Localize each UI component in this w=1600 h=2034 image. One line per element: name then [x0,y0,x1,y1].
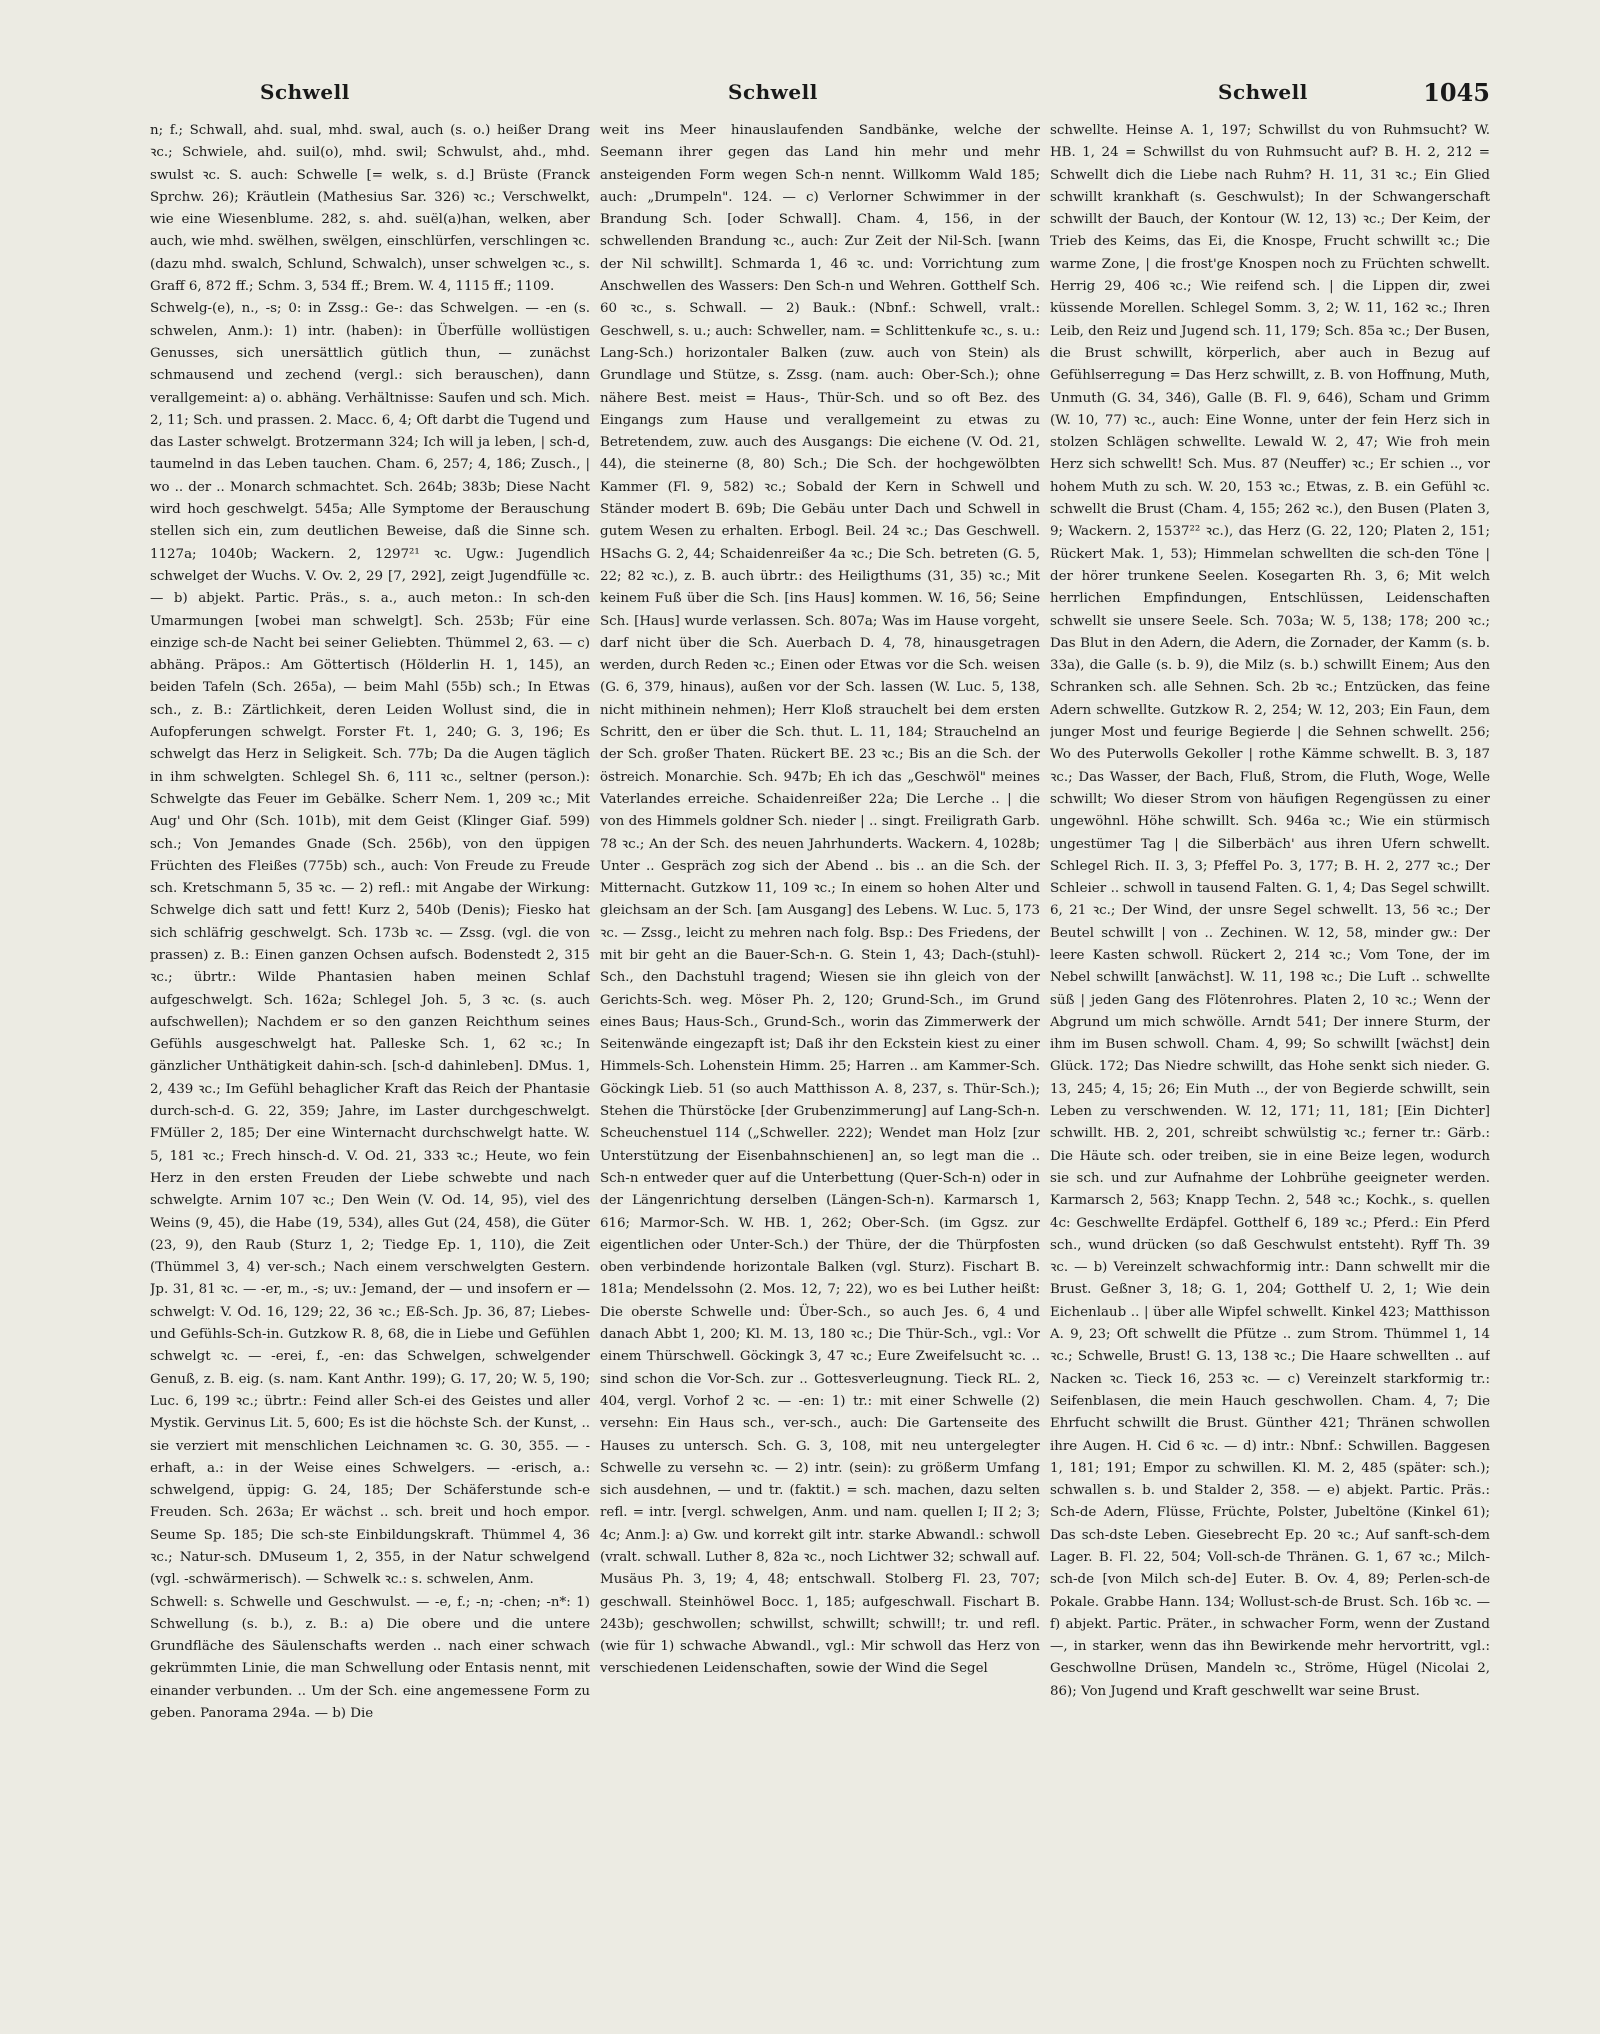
column-2 [600,120,1040,2010]
entry-schwellen-continued: schwellte. Heinse A. 1, 197; Schwillst du von Ruhmsucht? W. HB. 1, 24 = Schwillst du von Ruhmsucht auf? B. H. 2, 212 = Schwellt dich die Liebe nach Ruhm? H. 11, 31 ꝛc.; Ein Glied schwillt krankhaft (s. Geschwulst); In der Schwangerschaft schwillt der Bauch, der Kontour (W. 12, 13) ꝛc.; Der Keim, der Trieb des Keims, das Ei, die Knospe, Frucht schwillt ꝛc.; Die warme Zone, | die frost'ge Knospen noch zu Früchten schwellt. Herrig 29, 406 ꝛc.; Wie reifend sch. | die Lippen dir, zwei küssende Morellen. Schlegel Somm. 3, 2; W. 11, 162 ꝛc.; Ihren Leib, den Reiz und Jugend sch. 11, 179; Sch. 85a ꝛc.; Der Busen, die Brust schwillt, körperlich, aber auch in Bezug auf Gefühlserregung = Das Herz schwillt, z. B. von Hoffnung, Muth, Unmuth (G. 34, 346), Galle (B. Fl. 9, 646), Scham und Grimm (W. 10, 77) ꝛc., auch: Eine Wonne, unter der fein Herz sich in stolzen Schlägen schwellte. Lewald W. 2, 47; Wie froh mein Herz sich schwellt! Sch. Mus. 87 (Neuffer) ꝛc.; Er schien .., vor hohem Muth zu sch. W. 20, 153 ꝛc.; Etwas, z. B. ein Gefühl ꝛc. schwellt die Brust (Cham. 4, 155; 262 ꝛc.), den Busen (Platen 3, 9; Wackern. 2, 1537²² ꝛc.), das Herz (G. 22, 120; Platen 2, 151; Rückert Mak. 1, 53); Himmelan schwellten die sch-den Töne | der hörer trunkene Seelen. Kosegarten Rh. 3, 6; Mit welch herrlichen Empfindungen, Entschlüssen, Leidenschaften schwellt sie unsere Seele. Sch. 703a; W. 5, 138; 178; 200 ꝛc.; Das Blut in den Adern, die Adern, die Zornader, der Kamm (s. b. 33a), die Galle (s. b. 9), die Milz (s. b.) schwillt Einem; Aus den Schranken sch. alle Sehnen. Sch. 2b ꝛc.; Entzücken, das feine Adern schwellte. Gutzkow R. 2, 254; W. 12, 203; Ein Faun, dem junger Most und feurige Begierde | die Sehnen schwellt. 256; Wo des Puterwolls Gekoller | rothe Kämme schwellt. B. 3, 187 ꝛc.; Das Wasser, der Bach, Fluß, Strom, die Fluth, Woge, Welle schwillt; Wo dieser Strom von häufigen Regengüssen zu einer ungewöhnl. Höhe schwillt. Sch. 946a ꝛc.; Wie ein stürmisch ungestümer Tag | die Silberbäch' aus ihren Ufern schwellt. Schlegel Rich. II. 3, 3; Pfeffel Po. 3, 177; B. H. 2, 277 ꝛc.; Der Schleier .. schwoll in tausend Falten. G. 1, 4; Das Segel schwillt. 6, 21 ꝛc.; Der Wind, der unsre Segel schwellt. 13, 56 ꝛc.; Der Beutel schwillt | von .. Zechinen. W. 12, 58, minder gw.: Der leere Kasten schwoll. Rückert 2, 214 ꝛc.; Vom Tone, der im Nebel schwillt [anwächst]. W. 11, 198 ꝛc.; Die Luft .. schwellte süß | jeden Gang des Flötenrohres. Platen 2, 10 ꝛc.; Wenn der Abgrund um mich schwölle. Arndt 541; Der innere Sturm, der ihm im Busen schwoll. Cham. 4, 99; So schwillt [wächst] dein Glück. 172; Das Niedre schwillt, das Hohe senkt sich nieder. G. 13, 245; 4, 15; 26; Ein Muth .., der von Begierde schwillt, sein Leben zu verschwenden. W. 12, 171; 11, 181; [Ein Dichter] schwillt. HB. 2, 201, schreibt schwülstig ꝛc.; ferner tr.: Gärb.: Die Häute sch. oder treiben, sie in eine Beize legen, wodurch sie sch. und zur Aufnahme der Lohbrühe geeigneter werden. Karmarsch 2, 563; Knapp Techn. 2, 548 ꝛc.; Kochk., s. quellen 4c: Geschwellte Erdäpfel. Gotthelf 6, 189 ꝛc.; Pferd.: Ein Pferd sch., wund drücken (so daß Geschwulst entsteht). Ryff Th. 39 ꝛc. — b) Vereinzelt schwachformig intr.: Dann schwellt mir die Brust. Geßner 3, 18; G. 1, 204; Gotthelf U. 2, 1; Wie dein Eichenlaub .. | über alle Wipfel schwellt. Kinkel 423; Matthisson A. 9, 23; Oft schwellt die Pfütze .. zum Strom. Thümmel 1, 14 ꝛc.; Schwelle, Brust! G. 13, 138 ꝛc.; Die Haare schwellten .. auf Nacken ꝛc. Tieck 16, 253 ꝛc. — c) Vereinzelt starkformig tr.: Seifenblasen, die mein Hauch geschwollen. Cham. 4, 7; Die Ehrfucht schwillt die Brust. Günther 421; Thränen schwollen ihre Augen. H. Cid 6 ꝛc. — d) intr.: Nbnf.: Schwillen. Baggesen 1, 181; 191; Empor zu schwillen. Kl. M. 2, 485 (später: sch.); schwallen s. b. und Stalder 2, 358. — e) abjekt. Partic. Präs.: Sch-de Adern, Flüsse, Früchte, Polster, Jubeltöne (Kinkel 61); Das sch-dste Leben. Giesebrecht Ep. 20 ꝛc.; Auf sanft-sch-dem Lager. B. Fl. 22, 504; Voll-sch-de Thränen. G. 1, 67 ꝛc.; Milch-sch-de [von Milch sch-de] Euter. B. Ov. 4, 89; Perlen-sch-de Pokale. Grabbe Hann. 134; Wollust-sch-de Brust. Sch. 16b ꝛc. — f) abjekt. Partic. Präter., in schwacher Form, wenn der Zustand —, in starker, wenn das ihn Bewirkende mehr hervortritt, vgl.: Geschwollne Drüsen, Mandeln ꝛc., Ströme, Hügel (Nicolai 2, 86); Von Jugend und Kraft geschwellt war seine Brust. [1050,123,1490,1699]
entry-schwell: Schwell: s. Schwelle und Geschwulst. — -e, f.; -n; -chen; -n*: 1) Schwellung (s. b.), z. B.: a) Die obere und die untere Grundfläche des Säulenschafts werden .. nach einer schwach gekrümmten Linie, die man Schwellung oder Entasis nennt, mit einander verbunden. .. Um der Sch. eine angemessene Form zu geben. Panorama 294a. — b) Die [150,1594,590,1722]
column-3 [1050,120,1490,2010]
text-columns [150,120,1490,2010]
running-head-right: Schwell [1218,80,1308,104]
running-head-center: Schwell [728,80,818,104]
entry-schwall-etymology: n; f.; Schwall, ahd. sual, mhd. swal, auch (s. o.) heißer Drang ꝛc.; Schwiele, ahd. suil(o), mhd. swil; Schwulst, ahd., mhd. swulst ꝛc. S. auch: Schwelle [= welk, s. d.] Brüste (Franck Sprchw. 26); Kräutlein (Mathesius Sar. 326) ꝛc.; Verschwelkt, wie eine Wiesenblume. 282, s. ahd. suël(a)han, welken, aber auch, wie mhd. swëlhen, swëlgen, einschlürfen, verschlingen ꝛc. (dazu mhd. swalch, Schlund, Schwalch), unser schwelgen ꝛc., s. Graff 6, 872 ff.; Schm. 3, 534 ff.; Brem. W. 4, 1115 ff.; 1109. [150,123,590,295]
page-number: 1045 [1423,78,1490,107]
entry-schwelle-continued: weit ins Meer hinauslaufenden Sandbänke, welche der Seemann ihrer gegen das Land hin mehr und mehr ansteigenden Form wegen Sch-n nennt. Willkomm Wald 185; auch: „Drumpeln". 124. — c) Verlorner Schwimmer in der Brandung Sch. [oder Schwall]. Cham. 4, 156, in der schwellenden Brandung ꝛc., auch: Zur Zeit der Nil-Sch. [wann der Nil schwillt]. Schmarda 1, 46 ꝛc. und: Vorrichtung zum Anschwellen des Wassers: Den Sch-n und Wehren. Gotthelf Sch. 60 ꝛc., s. Schwall. — 2) Bauk.: (Nbnf.: Schwell, vralt.: Geschwell, s. u.; auch: Schweller, nam. = Schlittenkufe ꝛc., s. u.: Lang-Sch.) horizontaler Balken (zuw. auch von Stein) als Grundlage und Stütze, s. Zssg. (nam. auch: Ober-Sch.); ohne nähere Best. meist = Haus-, Thür-Sch. und so oft Bez. des Eingangs zum Hause und verallgemeint zu etwas zu Betretendem, zuw. auch des Ausgangs: Die eichene (V. Od. 21, 44), die steinerne (8, 80) Sch.; Die Sch. der hochgewölbten Kammer (Fl. 9, 582) ꝛc.; Sobald der Kern in Schwell und Ständer modert B. 69b; Die Gebäu unter Dach und Schwell in gutem Wesen zu erhalten. Erbogl. Beil. 24 ꝛc.; Das Geschwell. HSachs G. 2, 44; Schaidenreißer 4a ꝛc.; Die Sch. betreten (G. 5, 22; 82 ꝛc.), z. B. auch übrtr.: des Heiligthums (31, 35) ꝛc.; Mit keinem Fuß über die Sch. [ins Haus] kommen. W. 16, 56; Seine Sch. [Haus] wurde verlassen. Sch. 807a; Was im Hause vorgeht, darf nicht über die Sch. Auerbach D. 4, 78, hinausgetragen werden, durch Reden ꝛc.; Einen oder Etwas vor die Sch. weisen (G. 6, 379, hinaus), außen vor der Sch. lassen (W. Luc. 5, 138, nicht mithinein nehmen); Herr Kloß strauchelt bei dem ersten Schritt, den er über die Sch. thut. L. 11, 184; Strauchelnd an der Sch. großer Thaten. Rückert BE. 23 ꝛc.; Bis an die Sch. der östreich. Monarchie. Sch. 947b; Eh ich das „Geschwöl" meines Vaterlandes erreiche. Schaidenreißer 22a; Die Lerche .. | die von des Himmels goldner Sch. nieder | .. singt. Freiligrath Garb. 78 ꝛc.; An der Sch. des neuen Jahrhunderts. Wackern. 4, 1028b; Unter .. Gespräch zog sich der Abend .. bis .. an die Sch. der Mitternacht. Gutzkow 11, 109 ꝛc.; In einem so hohen Alter und gleichsam an der Sch. [am Ausgang] des Lebens. W. Luc. 5, 173 ꝛc. — Zssg., leicht zu mehren nach folg. Bsp.: Des Friedens, der mit bir geht an die Bauer-Sch-n. G. Stein 1, 43; Dach-(stuhl)-Sch., den Dachstuhl tragend; Wiesen sie ihn gleich von der Gerichts-Sch. weg. Möser Ph. 2, 120; Grund-Sch., im Grund eines Baus; Haus-Sch., Grund-Sch., worin das Zimmerwerk der Seitenwände eingezapft ist; Daß ihr den Eckstein kiest zu einer Himmels-Sch. Lohenstein Himm. 25; Harren .. am Kammer-Sch. Göckingk Lieb. 51 (so auch Matthisson A. 8, 237, s. Thür-Sch.); Stehen die Thürstöcke [der Grubenzimmerung] auf Lang-Sch-n. Scheuchenstuel 114 („Schweller. 222); Wendet man Holz [zur Unterstützung der Eisenbahnschienen] an, so legt man die .. Sch-n entweder quer auf die Unterbettung (Quer-Sch-n) oder in der Längenrichtung derselben (Längen-Sch-n). Karmarsch 1, 616; Marmor-Sch. W. HB. 1, 262; Ober-Sch. (im Ggsz. zur eigentlichen oder Unter-Sch.) der Thüre, der die Thürpfosten oben verbindende horizontale Balken (vgl. Sturz). Fischart B. 181a; Mendelssohn (2. Mos. 12, 7; 22), wo es bei Luther heißt: Die oberste Schwelle und: Über-Sch., so auch Jes. 6, 4 und danach Abbt 1, 200; Kl. M. 13, 180 ꝛc.; Die Thür-Sch., vgl.: Vor einem Thürschwell. Göckingk 3, 47 ꝛc.; Eure Zweifelsucht ꝛc. .. sind schon die Vor-Sch. zur .. Gottesverleugnung. Tieck RL. 2, 404, vergl. Vorhof 2 ꝛc. — -en: 1) tr.: mit einer Schwelle (2) versehn: Ein Haus sch., ver-sch., auch: Die Gartenseite des Hauses zu untersch. Sch. G. 3, 108, mit neu untergelegter Schwelle zu versehn ꝛc. — 2) intr. (sein): zu größerm Umfang sich ausdehnen, — und tr. (faktit.) = sch. machen, dazu selten refl. = intr. [vergl. schwelgen, Anm. und nam. quellen I; II 2; 3; 4c; Anm.]: a) Gw. und korrekt gilt intr. starke Abwandl.: schwoll (vralt. schwall. Luther 8, 82a ꝛc., noch Lichtwer 32; schwall auf. Musäus Ph. 3, 19; 4, 48; entschwall. Stolberg Fl. 23, 707; geschwall. Steinhöwel Bocc. 1, 185; aufgeschwall. Fischart B. 243b); geschwollen; schwillst, schwillt; schwill!; tr. und refl. (wie für 1) schwache Abwandl., vgl.: Mir schwoll das Herz von verschiedenen Leidenschaften, sowie der Wind die Segel [600,123,1040,1677]
entry-schwelg: Schwelg-(e), n., -s; 0: in Zssg.: Ge-: das Schwelgen. — -en (s. schwelen, Anm.): 1) intr. (haben): in Überfülle wollüstigen Genusses, sich unersättlich gütlich thun, — zunächst schmausend und zechend (vergl.: sich berauschen), dann verallgemeint: a) o. abhäng. Verhältnisse: Saufen und sch. Mich. 2, 11; Sch. und prassen. 2. Macc. 6, 4; Oft darbt die Tugend und das Laster schwelgt. Brotzermann 324; Ich will ja leben, | sch-d, taumelnd in das Leben tauchen. Cham. 6, 257; 4, 186; Zusch., | wo .. der .. Monarch schmachtet. Sch. 264b; 383b; Diese Nacht wird hoch geschwelgt. 545a; Alle Symptome der Berauschung stellen sich ein, zum deutlichen Beweise, daß die Sinne sch. 1127a; 1040b; Wackern. 2, 1297²¹ ꝛc. Ugw.: Jugendlich schwelget der Wuchs. V. Ov. 2, 29 [7, 292], zeigt Jugendfülle ꝛc. — b) abjekt. Partic. Präs., s. a., auch meton.: In sch-den Umarmungen [wobei man schwelgt]. Sch. 253b; Für eine einzige sch-de Nacht bei seiner Geliebten. Thümmel 2, 63. — c) abhäng. Präpos.: Am Göttertisch (Hölderlin H. 1, 145), an beiden Tafeln (Sch. 265a), — beim Mahl (55b) sch.; In Etwas sch., z. B.: Zärtlichkeit, deren Leiden Wollust sind, die in Aufopferungen schwelgt. Forster Ft. 1, 240; G. 3, 196; Es schwelgt das Herz in Seligkeit. Sch. 77b; Da die Augen täglich in ihm schwelgten. Schlegel Sh. 6, 111 ꝛc., seltner (person.): Schwelgte das Feuer im Gebälke. Scherr Nem. 1, 209 ꝛc.; Mit Aug' und Ohr (Sch. 101b), mit dem Geist (Klinger Giaf. 599) sch.; Von Jemandes Gnade (Sch. 256b), von den üppigen Früchten des Fleißes (775b) sch., auch: Von Freude zu Freude sch. Kretschmann 5, 35 ꝛc. — 2) refl.: mit Angabe der Wirkung: Schwelge dich satt und fett! Kurz 2, 540b (Denis); Fiesko hat sich schläfrig geschwelgt. Sch. 173b ꝛc. — Zssg. (vgl. die von prassen) z. B.: Einen ganzen Ochsen aufsch. Bodenstedt 2, 315 ꝛc.; übrtr.: Wilde Phantasien haben meinen Schlaf aufgeschwelgt. Sch. 162a; Schlegel Joh. 5, 3 ꝛc. (s. auch aufschwellen); Nachdem er so den ganzen Reichthum seines Gefühls ausgeschwelgt hat. Palleske Sch. 1, 62 ꝛc.; In gänzlicher Unthätigkeit dahin-sch. [sch-d dahinleben]. DMus. 1, 2, 439 ꝛc.; Im Gefühl behaglicher Kraft das Reich der Phantasie durch-sch-d. G. 22, 359; Jahre, im Laster durchgeschwelgt. FMüller 2, 185; Der eine Winternacht durchschwelgt hatte. W. 5, 181 ꝛc.; Frech hinsch-d. V. Od. 21, 333 ꝛc.; Heute, wo fein Herz in den ersten Freuden der Liebe schwebte und nach schwelgte. Arnim 107 ꝛc.; Den Wein (V. Od. 14, 95), viel des Weins (9, 45), die Habe (19, 534), alles Gut (24, 458), die Güter (23, 9), den Raub (Sturz 1, 2; Tiedge Ep. 1, 110), die Zeit (Thümmel 3, 4) ver-sch.; Nach einem verschwelgten Gestern. Jp. 31, 81 ꝛc. — -er, m., -s; uv.: Jemand, der — und insofern er — schwelgt: V. Od. 16, 129; 22, 36 ꝛc.; Eß-Sch. Jp. 36, 87; Liebes- und Gefühls-Sch-in. Gutzkow R. 8, 68, die in Liebe und Gefühlen schwelgt ꝛc. — -erei, f., -en: das Schwelgen, schwelgender Genuß, z. B. eig. (s. nam. Kant Anthr. 199); G. 17, 20; W. 5, 190; Luc. 6, 199 ꝛc.; übrtr.: Feind aller Sch-ei des Geistes und aller Mystik. Gervinus Lit. 5, 600; Es ist die höchste Sch. der Kunst, .. sie verziert mit menschlichen Leichnamen ꝛc. G. 30, 355. — -erhaft, a.: in der Weise eines Schwelgers. — -erisch, a.: schwelgend, üppig: G. 24, 185; Der Schäferstunde sch-e Freuden. Sch. 263a; Er wächst .. sch. breit und hoch empor. Seume Sp. 185; Die sch-ste Einbildungskraft. Thümmel 4, 36 ꝛc.; Natur-sch. DMuseum 1, 2, 355, in der Natur schwelgend (vgl. -schwärmerisch). — Schwelk ꝛc.: s. schwelen, Anm. [150,301,590,1588]
running-header [150,80,1490,114]
running-head-left: Schwell [260,80,350,104]
column-1 [150,120,590,2010]
